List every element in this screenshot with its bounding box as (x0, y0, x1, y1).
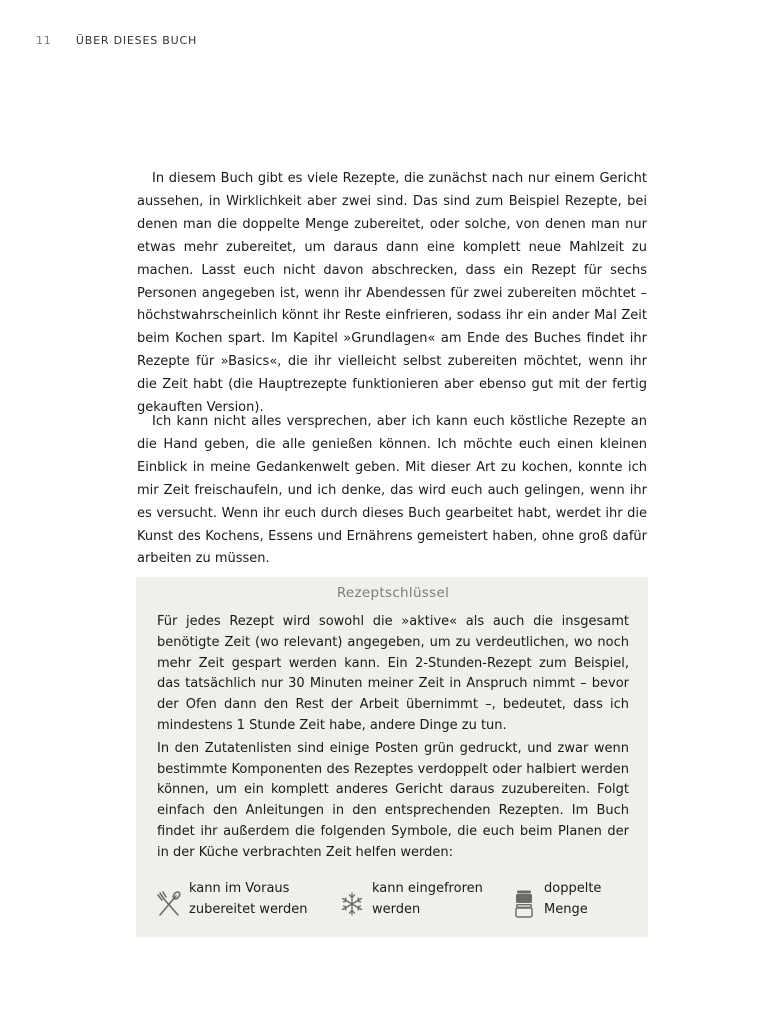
legend-label-line: kann im Voraus (189, 881, 290, 896)
stacked-containers-icon (511, 890, 537, 918)
legend-item-freezable (339, 879, 483, 920)
legend-item-double-portion (511, 879, 601, 920)
body-paragraph: In diesem Buch gibt es viele Rezepte, die zunächst nach nur einem Gericht aussehen, in Wirklichkeit aber zwei sind. Das sind zum Beispiel Rezepte, bei denen man die doppelte Menge zubereitet, oder solche, von denen man nur etwas mehr zubereitet, um daraus dann eine komplett neue Mahlzeit zu machen. Lasst euch nicht davon abschrecken, dass ein Rezept für sechs Personen angegeben ist, wenn ihr Abendessen für zwei zubereiten möchtet – höchstwahrscheinlich könnt ihr Reste einfrieren, sodass ihr ein ander Mal Zeit beim Kochen spart. Im Kapitel »Grundlagen« am Ende des Buches findet ihr Rezepte für »Basics«, die ihr vielleicht selbst zubereiten möchtet, wenn ihr die Zeit habt (die Hauptrezepte funktionieren aber ebenso gut mit der fertig gekauften Version). (137, 171, 647, 416)
recipe-key-box (136, 577, 648, 937)
section-title: ÜBER DIESES BUCH (75, 34, 198, 47)
recipe-key-title: Rezeptschlüssel (336, 585, 450, 601)
legend-label-line: zubereitet werden (189, 901, 308, 917)
page-number: 11 (36, 34, 52, 47)
legend-label-line: Menge (544, 901, 588, 917)
recipe-key-paragraph: In den Zutatenlisten sind einige Posten grün gedruckt, und zwar wenn bestimmte Komponenten des Rezeptes verdoppelt oder halbiert werden können, um ein komplett anderes Gericht daraus zuzubereiten. Folgt einfach den Anleitungen in den entsprechenden Rezepten. Im Buch findet ihr außerdem die folgenden Symbole, die euch beim Planen der in der Küche verbrachten Zeit helfen werden: (157, 740, 629, 860)
legend-label-line: doppelte (544, 881, 602, 896)
utensils-icon (156, 890, 182, 918)
legend-item-prepare-ahead (156, 879, 308, 920)
snowflake-icon (339, 890, 365, 918)
symbol-legend (156, 879, 628, 925)
legend-label-line: kann eingefroren (372, 881, 483, 896)
legend-label-line: werden (372, 901, 421, 917)
recipe-key-paragraph: Für jedes Rezept wird sowohl die »aktive« als auch die insgesamt benötigte Zeit (wo relevant) angegeben, um zu verdeutlichen, wo noch mehr Zeit gespart werden kann. Ein 2-Stunden-Rezept zum Beispiel, das tatsächlich nur 30 Minuten meiner Zeit in Anspruch nimmt – bevor der Ofen dann den Rest der Arbeit übernimmt –, bedeutet, dass ich mindestens 1 Stunde Zeit habe, andere Dinge zu tun. (157, 614, 629, 733)
body-paragraph: Ich kann nicht alles versprechen, aber ich kann euch köstliche Rezepte an die Hand geben, die alle genießen können. Ich möchte euch einen kleinen Einblick in meine Gedankenwelt geben. Mit dieser Art zu kochen, konnte ich mir Zeit freischaufeln, und ich denke, das wird euch auch gelingen, wenn ihr es versucht. Wenn ihr euch durch dieses Buch gearbeitet habt, werdet ihr die Kunst des Kochens, Essens und Ernährens gemeistert haben, ohne groß dafür arbeiten zu müssen. (137, 414, 647, 567)
running-header (36, 34, 197, 47)
